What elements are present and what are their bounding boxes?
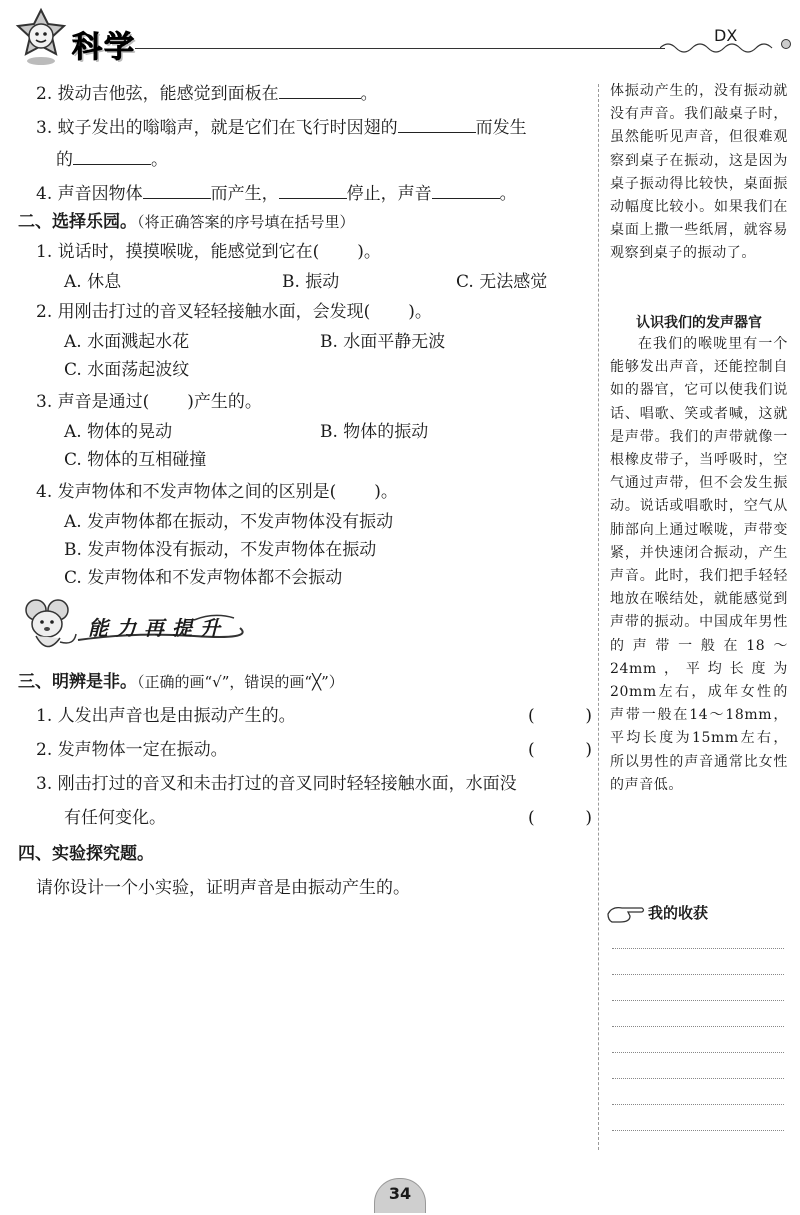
answer-area[interactable] [36, 910, 586, 1140]
paren-close: ) [585, 706, 592, 726]
judge-paren[interactable] [528, 704, 592, 728]
section2-title: 二、选择乐园。 [18, 212, 137, 232]
section3-heading [18, 670, 344, 694]
sidebar-paragraph-2: 在我们的喉咙里有一个能够发出声音，还能控制自如的器官，它可以使我们说话、唱歌、笑或者喊，这就是声带。我们的声带就像一根橡皮带子，当呼吸时，空气通过声带，但不会发生振动。说话或唱歌时，空气从肺部向上通过喉咙，声带变紧，并快速闭合振动，产生声音。此时，我们把手轻轻地放在喉结处，就能感觉到声带的振动。中国成年男性的声带一般在18～24mm，平均长度为20mm左右，成年女性的声带一般在14～18mm，平均长度为15mm左右，所以男性的声音通常比女性的声音低。 [610, 336, 788, 793]
ability-banner [14, 594, 244, 658]
option: A. 发声物体都在振动，不发声物体没有振动 [64, 512, 394, 532]
section4-heading: 四、实验探究题。 [18, 844, 154, 864]
harvest-line[interactable] [612, 1078, 784, 1079]
judge-item-2: 2. 发声物体一定在振动。 [36, 740, 228, 760]
option: A. 水面溅起水花 [64, 332, 190, 352]
section4-prompt: 请你设计一个小实验，证明声音是由振动产生的。 [36, 878, 410, 898]
harvest-line[interactable] [612, 1052, 784, 1053]
paren-close: ) [585, 740, 592, 760]
edition-label: DX [714, 26, 738, 45]
harvest-line[interactable] [612, 1026, 784, 1027]
option: A. 休息 [64, 272, 122, 292]
choice-q4 [36, 480, 398, 504]
choice-q3-stem: 3. 声音是通过( [36, 392, 150, 412]
option: B. 物体的振动 [320, 422, 429, 442]
harvest-line[interactable] [612, 948, 784, 949]
choice-q4-stem: 4. 发声物体和不发声物体之间的区别是( [36, 482, 337, 502]
section2-instruction: （将正确答案的序号填在括号里） [137, 213, 355, 231]
choice-q3 [36, 390, 262, 414]
page-number: 34 [388, 1184, 412, 1203]
harvest-line[interactable] [612, 1104, 784, 1105]
judge-item-3-line2: 有任何变化。 [64, 808, 166, 828]
fill-q3-tail: 而发生 [475, 118, 527, 138]
fill-q4-text-d: 。 [499, 184, 517, 204]
choice-q4-stem-end: )。 [374, 482, 398, 502]
harvest-line[interactable] [612, 1000, 784, 1001]
fill-q4-text-a: 4. 声音因物体 [36, 184, 143, 204]
choice-q1 [36, 240, 381, 264]
fill-q2-text: 2. 拨动吉他弦，能感觉到面板在 [36, 84, 279, 104]
option: A. 物体的晃动 [64, 422, 173, 442]
mascot-logo-icon [10, 6, 72, 68]
page-number-badge [374, 1178, 426, 1213]
sidebar-paragraph-1: 体振动产生的，没有振动就没有声音。我们敲桌子时，虽然能听见声音，但很难观察到桌子在振动，这是因为桌子振动得比较快，桌面振动幅度比较小。如果我们在桌面上撒一些纸屑，就容易观察到桌子的振动了。 [610, 83, 788, 262]
choice-q1-stem-end: )。 [357, 242, 381, 262]
fill-q3 [36, 114, 527, 140]
judge-paren[interactable] [528, 738, 592, 762]
judge-item-1: 1. 人发出声音也是由振动产生的。 [36, 706, 296, 726]
fill-q3-line2-suffix: 。 [151, 150, 168, 170]
choice-q1-stem: 1. 说话时，摸摸喉咙，能感觉到它在( [36, 242, 320, 262]
harvest-line[interactable] [612, 974, 784, 975]
option: B. 发声物体没有振动，不发声物体在振动 [64, 540, 377, 560]
choice-q2-stem-end: )。 [408, 302, 432, 322]
judge-item-3: 3. 刚击打过的音叉和未击打过的音叉同时轻轻接触水面，水面没 [36, 774, 517, 794]
paren-open: ( [528, 808, 535, 828]
option: B. 水面平静无波 [320, 332, 446, 352]
answer-blank[interactable] [432, 180, 500, 199]
answer-blank[interactable] [279, 80, 361, 99]
fill-q3-line2-text: 的 [56, 150, 73, 170]
option: C. 发声物体和不发声物体都不会振动 [64, 568, 343, 588]
sidebar-divider [598, 84, 599, 1150]
choice-q2-stem: 2. 用刚击打过的音叉轻轻接触水面，会发现( [36, 302, 371, 322]
header-rule [135, 48, 665, 49]
fill-q4-text-b: 而产生， [210, 184, 279, 204]
header [0, 0, 800, 70]
subject-title: 科学 [72, 30, 136, 65]
answer-blank[interactable] [73, 146, 151, 165]
option: C. 物体的互相碰撞 [64, 450, 207, 470]
paren-open: ( [528, 740, 535, 760]
harvest-line[interactable] [612, 1130, 784, 1131]
section3-title: 三、明辨是非。 [18, 672, 137, 692]
option: C. 水面荡起波纹 [64, 360, 190, 380]
harvest-label: 我的收获 [648, 904, 709, 922]
paren-open: ( [528, 706, 535, 726]
section2-heading [18, 210, 355, 234]
choice-q2 [36, 300, 432, 324]
fill-q4 [36, 180, 517, 206]
paren-close: ) [585, 808, 592, 828]
choice-q3-stem-end: )产生的。 [187, 392, 262, 412]
answer-blank[interactable] [398, 114, 476, 133]
answer-blank[interactable] [143, 180, 211, 199]
option: C. 无法感觉 [456, 272, 548, 292]
banner-title: 能力再提升 [88, 616, 228, 640]
section3-instruction: （正确的画“√”，错误的画“╳”） [137, 673, 344, 691]
option: B. 振动 [282, 272, 340, 292]
sidebar-title: 认识我们的发声器官 [636, 315, 762, 331]
judge-paren[interactable] [528, 806, 592, 830]
fill-q3-line2 [56, 146, 168, 172]
fill-q3-text: 3. 蚊子发出的嗡嗡声，就是它们在飞行时因翅的 [36, 118, 398, 138]
fill-q2 [36, 80, 378, 106]
fill-q2-suffix: 。 [360, 84, 378, 104]
answer-blank[interactable] [279, 180, 347, 199]
pointing-hand-icon [606, 902, 646, 924]
fill-q4-text-c: 停止，声音 [346, 184, 432, 204]
